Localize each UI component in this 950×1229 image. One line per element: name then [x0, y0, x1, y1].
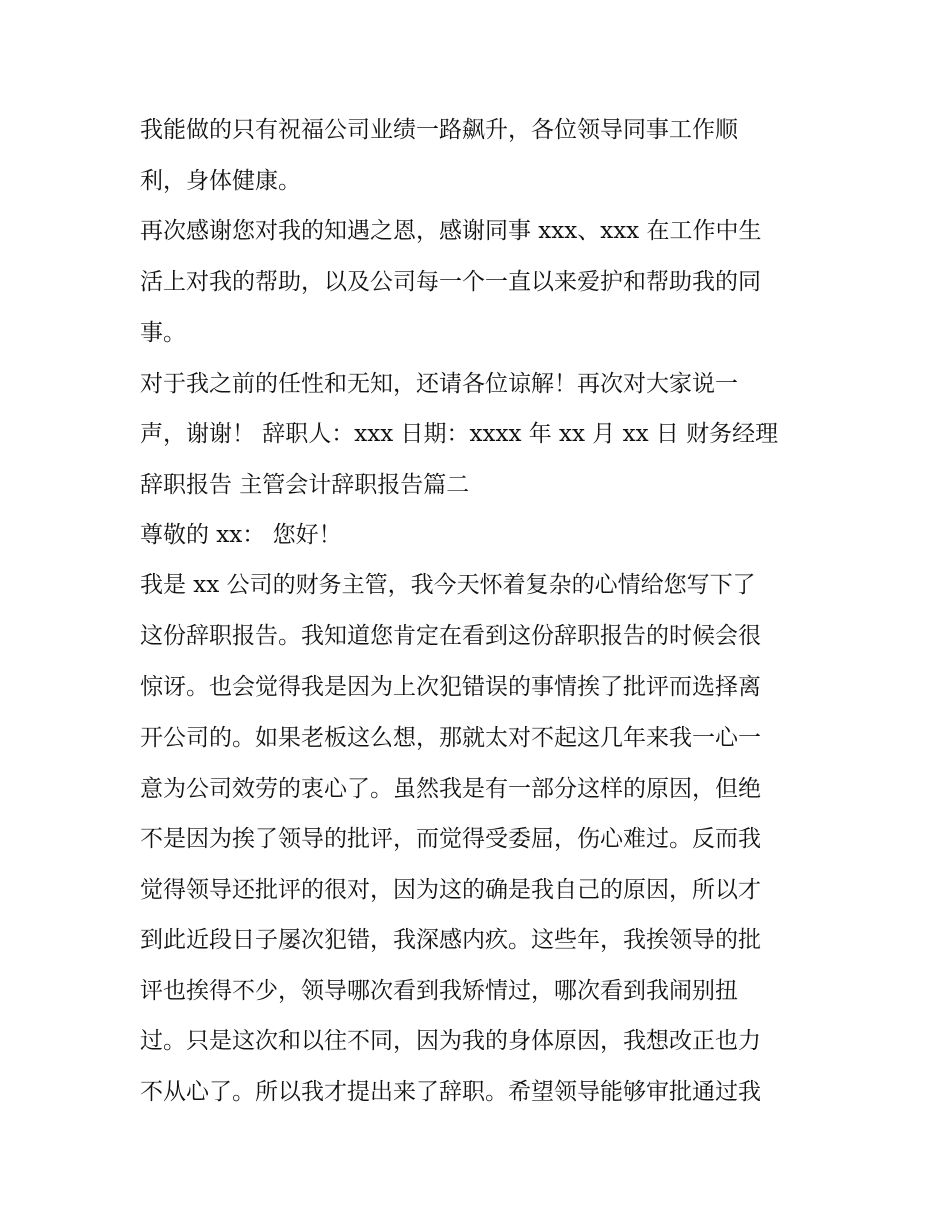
text-line: 意为公司效劳的衷心了。虽然我是有一部分这样的原因，但绝: [140, 776, 761, 802]
text-line: 到此近段日子屡次犯错，我深感内疚。这些年，我挨领导的批: [140, 927, 761, 953]
text-line: 开公司的。如果老板这么想，那就太对不起这几年来我一心一: [140, 725, 761, 751]
text-line: 这份辞职报告。我知道您肯定在看到这份辞职报告的时候会很: [140, 623, 761, 649]
text-line: 辞职报告 主管会计辞职报告篇二: [140, 472, 470, 498]
text-line: 不从心了。所以我才提出来了辞职。希望领导能够审批通过我: [140, 1079, 761, 1105]
text-line: 事。: [140, 320, 186, 346]
text-line: 声，谢谢！ 辞职人：xxx 日期：xxxx 年 xx 月 xx 日 财务经理: [140, 421, 779, 447]
text-line: 尊敬的 xx： 您好！: [140, 522, 342, 548]
text-line: 再次感谢您对我的知遇之恩，感谢同事 xxx、xxx 在工作中生: [140, 218, 762, 244]
text-line: 过。只是这次和以往不同，因为我的身体原因，我想改正也力: [140, 1028, 761, 1054]
text-line: 活上对我的帮助，以及公司每一个一直以来爱护和帮助我的同: [140, 269, 761, 295]
text-line: 利，身体健康。: [140, 168, 301, 194]
text-line: 惊讶。也会觉得我是因为上次犯错误的事情挨了批评而选择离: [140, 674, 761, 700]
text-line: 我是 xx 公司的财务主管，我今天怀着复杂的心情给您写下了: [140, 572, 756, 598]
text-line: 对于我之前的任性和无知，还请各位谅解！再次对大家说一: [140, 371, 738, 397]
text-line: 我能做的只有祝福公司业绩一路飙升，各位领导同事工作顺: [140, 117, 738, 143]
text-line: 不是因为挨了领导的批评，而觉得受委屈，伤心难过。反而我: [140, 826, 761, 852]
text-line: 评也挨得不少，领导哪次看到我矫情过，哪次看到我闹别扭: [140, 978, 738, 1004]
text-line: 觉得领导还批评的很对，因为这的确是我自己的原因，所以才: [140, 877, 761, 903]
